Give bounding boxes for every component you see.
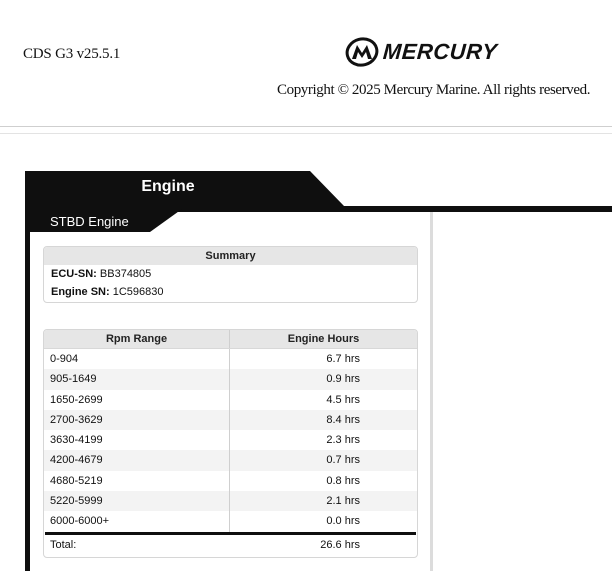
header-divider <box>0 126 612 127</box>
total-label: Total: <box>50 538 77 551</box>
table-row <box>44 349 417 369</box>
ecu-sn-value: BB374805 <box>99 268 152 280</box>
summary-heading: Summary <box>44 247 417 265</box>
engine-hours-cell: 0.9 hrs <box>326 373 360 386</box>
section-title: Engine <box>141 178 195 195</box>
table-row <box>44 369 417 389</box>
header-divider-secondary <box>0 133 612 134</box>
summary-panel <box>43 246 418 303</box>
engine-sn-value: 1C596830 <box>112 286 164 298</box>
rpm-range-header: Rpm Range <box>44 330 230 348</box>
engine-hours-cell: 4.5 hrs <box>326 393 360 406</box>
table-row <box>44 471 417 491</box>
rpm-range-cell: 3630-4199 <box>44 430 230 450</box>
rpm-range-cell: 0-904 <box>44 349 230 369</box>
engine-hours-cell: 2.1 hrs <box>326 495 360 508</box>
engine-hours-cell: 0.7 hrs <box>326 454 360 467</box>
table-row <box>44 491 417 511</box>
table-row <box>44 450 417 470</box>
rpm-range-cell: 2700-3629 <box>44 410 230 430</box>
rpm-range-cell: 6000-6000+ <box>44 511 230 531</box>
table-body <box>44 349 417 532</box>
engine-hours-cell: 2.3 hrs <box>326 434 360 447</box>
table-row <box>44 410 417 430</box>
total-row <box>44 535 417 555</box>
app-version: CDS G3 v25.5.1 <box>23 46 121 62</box>
table-header <box>44 330 417 349</box>
engine-tab-label: STBD Engine <box>50 214 129 229</box>
ecu-sn-label: ECU-SN: <box>51 268 97 280</box>
section-right-divider <box>430 212 433 571</box>
engine-hours-header: Engine Hours <box>287 333 360 345</box>
table-row <box>44 390 417 410</box>
engine-hours-table <box>43 329 418 558</box>
rpm-range-cell: 4680-5219 <box>44 471 230 491</box>
rpm-range-cell: 905-1649 <box>44 369 230 389</box>
engine-hours-cell: 6.7 hrs <box>326 353 360 365</box>
table-row <box>44 430 417 450</box>
engine-hours-cell: 0.8 hrs <box>326 474 360 487</box>
engine-sn-line <box>44 283 417 301</box>
rpm-range-cell: 5220-5999 <box>44 491 230 511</box>
table-row <box>44 511 417 531</box>
mercury-logo <box>344 37 497 67</box>
engine-hours-cell: 0.0 hrs <box>326 515 360 528</box>
ecu-sn-line <box>44 265 417 283</box>
section-left-border <box>25 206 30 571</box>
rpm-range-cell: 1650-2699 <box>44 390 230 410</box>
engine-hours-cell: 8.4 hrs <box>326 413 360 426</box>
engine-sn-label: Engine SN: <box>51 286 110 298</box>
logo-text: MERCURY <box>382 39 499 64</box>
mercury-m-icon <box>344 37 380 67</box>
rpm-range-cell: 4200-4679 <box>44 450 230 470</box>
copyright-text: Copyright © 2025 Mercury Marine. All rights reserved. <box>277 82 591 98</box>
total-value: 26.6 hrs <box>320 538 360 551</box>
